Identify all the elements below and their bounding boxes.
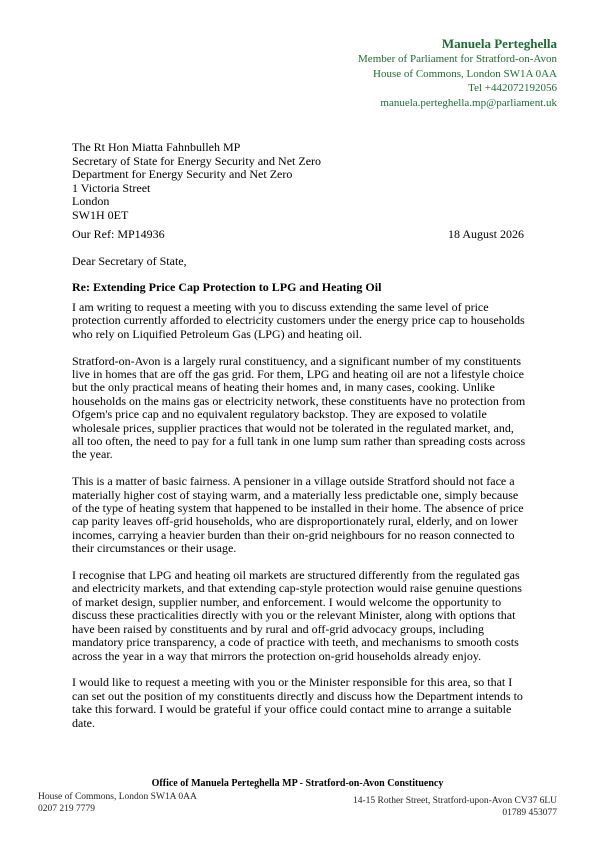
footer-constituency-office bbox=[353, 796, 557, 819]
mp-name: Manuela Perteghella bbox=[441, 36, 557, 51]
recipient-line: 1 Victoria Street bbox=[72, 180, 151, 195]
letter-body bbox=[72, 301, 527, 743]
salutation: Dear Secretary of State, bbox=[72, 254, 187, 268]
letter-date: 18 August 2026 bbox=[447, 227, 524, 241]
reference-number: Our Ref: MP14936 bbox=[72, 227, 165, 241]
recipient-line: Department for Energy Security and Net Zero bbox=[72, 167, 293, 181]
body-paragraph: I would like to request a meeting with you or the Minister responsible for this area, so that I can set out the position of my constituents directly and discuss how the Department intends to take this forward. I would be grateful if your office could contact mine to arrange a suitable date. bbox=[72, 675, 523, 730]
recipient-line: Secretary of State for Energy Security and Net Zero bbox=[72, 153, 322, 168]
mp-telephone: Tel +442072192056 bbox=[468, 82, 557, 94]
letterhead bbox=[358, 36, 557, 110]
recipient-line: SW1H 0ET bbox=[72, 207, 129, 222]
recipient-line: London bbox=[72, 194, 110, 208]
mp-address: House of Commons, London SW1A 0AA bbox=[373, 67, 557, 80]
body-paragraph: This is a matter of basic fairness. A pensioner in a village outside Stratford should not face a materially higher cost of staying warm, and a materially less predictable one, simply because of the type of heating system that happened to be installed in their home. The absence of price cap parity leaves off-grid households, who are disproportionately rural, elderly, and on lower incomes, carrying a heavier burden than their on-grid neighbours for no reason connected to their circumstances or their usage. bbox=[72, 474, 524, 556]
body-paragraph: Stratford-on-Avon is a largely rural constituency, and a significant number of my constituents live in homes that are off the gas grid. For them, LPG and heating oil are not a lifestyle choice but the only practical means of heating their homes and, in many cases, cooking. Unlike households on the mains gas or electricity network, these constituents have no protection from Ofgem's price cap and no equivalent regulatory backstop. They are exposed to volatile wholesale prices, supplier practices that would not be tolerated in the regulated market, and, all too often, the need to pay for a full tank in one lump sum rather than spreading costs across the year. bbox=[72, 353, 526, 462]
footer-left-phone: 0207 219 7779 bbox=[38, 803, 95, 814]
footer-left-address: House of Commons, London SW1A 0AA bbox=[38, 792, 197, 802]
footer-westminster-office bbox=[38, 792, 197, 815]
subject-line: Re: Extending Price Cap Protection to LPG and Heating Oil bbox=[72, 280, 382, 294]
body-paragraph: I am writing to request a meeting with you to discuss extending the same level of price protection currently afforded to electricity customers under the energy price cap to households who rely on Liquified Petroleum Gas (LPG) and heating oil. bbox=[72, 300, 525, 341]
footer-right-address: 14-15 Rother Street, Stratford-upon-Avon CV37 6LU bbox=[352, 796, 557, 806]
footer bbox=[0, 778, 595, 838]
footer-right-phone: 01789 453077 bbox=[502, 807, 557, 818]
footer-title: Office of Manuela Perteghella MP - Stratford-on-Avon Constituency bbox=[151, 778, 444, 789]
mp-role: Member of Parliament for Stratford-on-Avon bbox=[358, 53, 557, 65]
mp-email: manuela.perteghella.mp@parliament.uk bbox=[380, 96, 557, 109]
recipient-address bbox=[72, 141, 321, 222]
recipient-line: The Rt Hon Miatta Fahnbulleh MP bbox=[72, 140, 241, 154]
reference-line bbox=[72, 227, 524, 242]
body-paragraph: I recognise that LPG and heating oil markets are structured differently from the regulated gas and electricity markets, and that extending cap-style protection would raise genuine questions of market design, supplier number, and enforcement. I would welcome the opportunity to discuss these practicalities directly with you or the relevant Minister, along with options that have been raised by constituents and by rural and off-grid advocacy groups, including mandatory price transparency, a code of practice with teeth, and mechanisms to smooth costs across the year in a way that mirrors the protection on-grid households already enjoy. bbox=[72, 568, 522, 663]
